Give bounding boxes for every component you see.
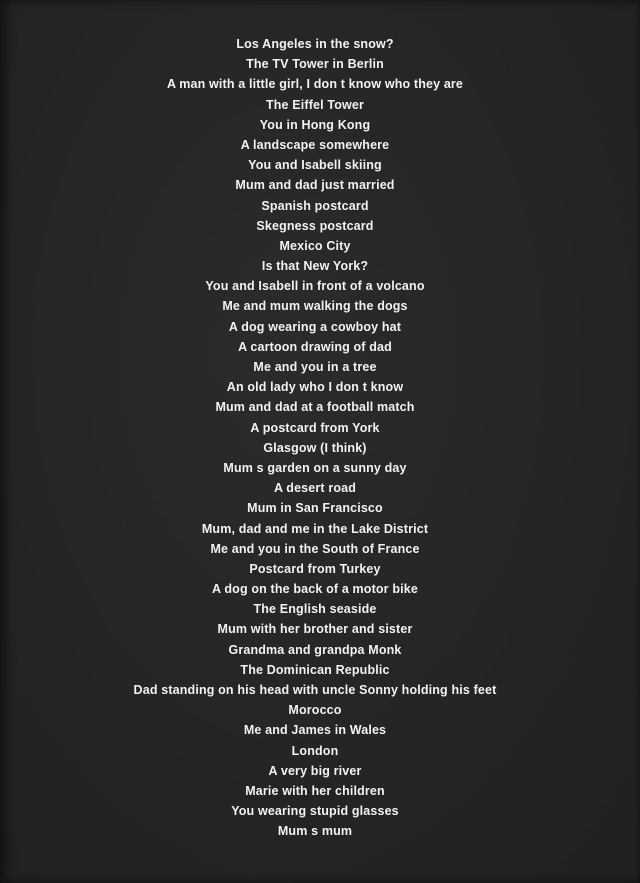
list-item: Mum and dad just married bbox=[235, 178, 395, 193]
list-item: Los Angeles in the snow? bbox=[236, 37, 394, 51]
list-item: Mum, dad and me in the Lake District bbox=[201, 521, 429, 536]
list-item: The Dominican Republic bbox=[240, 662, 390, 677]
list-item: Me and James in Wales bbox=[243, 723, 387, 738]
list-item: The English seaside bbox=[253, 602, 377, 617]
list-item: You wearing stupid glasses bbox=[231, 804, 399, 819]
list-item: Is that New York? bbox=[261, 259, 369, 274]
list-item: Postcard from Turkey bbox=[249, 561, 381, 576]
list-item: Mexico City bbox=[279, 238, 351, 253]
list-item: Me and mum walking the dogs bbox=[222, 299, 408, 314]
list-item: The TV Tower in Berlin bbox=[246, 57, 384, 72]
list-item: Dad standing on his head with uncle Sonny holding his feet bbox=[133, 683, 497, 697]
list-item: Mum with her brother and sister bbox=[217, 622, 413, 637]
list-item: Me and you in the South of France bbox=[210, 541, 420, 556]
list-item: Morocco bbox=[288, 703, 342, 718]
list-item: Skegness postcard bbox=[256, 218, 374, 233]
list-item: A desert road bbox=[273, 481, 357, 496]
list-item: Mum and dad at a football match bbox=[215, 400, 415, 415]
list-item: A landscape somewhere bbox=[240, 137, 390, 152]
list-item: Me and you in a tree bbox=[253, 360, 377, 374]
list-item: A cartoon drawing of dad bbox=[238, 339, 392, 354]
list-item: A very big river bbox=[268, 763, 362, 778]
list-item: Mum in San Francisco bbox=[247, 501, 383, 516]
list-item: Spanish postcard bbox=[261, 198, 369, 213]
list-item: Mum s garden on a sunny day bbox=[223, 460, 407, 475]
list-item: You and Isabell in front of a volcano bbox=[205, 279, 425, 294]
list-item: A postcard from York bbox=[250, 420, 380, 435]
list-item: A man with a little girl, I don t know who they are bbox=[166, 77, 464, 92]
list-item: London bbox=[291, 743, 339, 758]
list-item: A dog on the back of a motor bike bbox=[212, 582, 418, 597]
list-item: The Eiffel Tower bbox=[265, 97, 364, 112]
list-item: Marie with her children bbox=[245, 783, 385, 798]
caption-list bbox=[0, 34, 630, 842]
list-item: You in Hong Kong bbox=[259, 117, 371, 132]
list-item: Mum s mum bbox=[277, 824, 353, 839]
list-item: A dog wearing a cowboy hat bbox=[228, 319, 402, 334]
list-item: Grandma and grandpa Monk bbox=[228, 642, 402, 657]
list-item: You and Isabell skiing bbox=[248, 158, 382, 173]
list-item: An old lady who I don t know bbox=[226, 380, 404, 395]
list-item: Glasgow (I think) bbox=[263, 440, 367, 455]
